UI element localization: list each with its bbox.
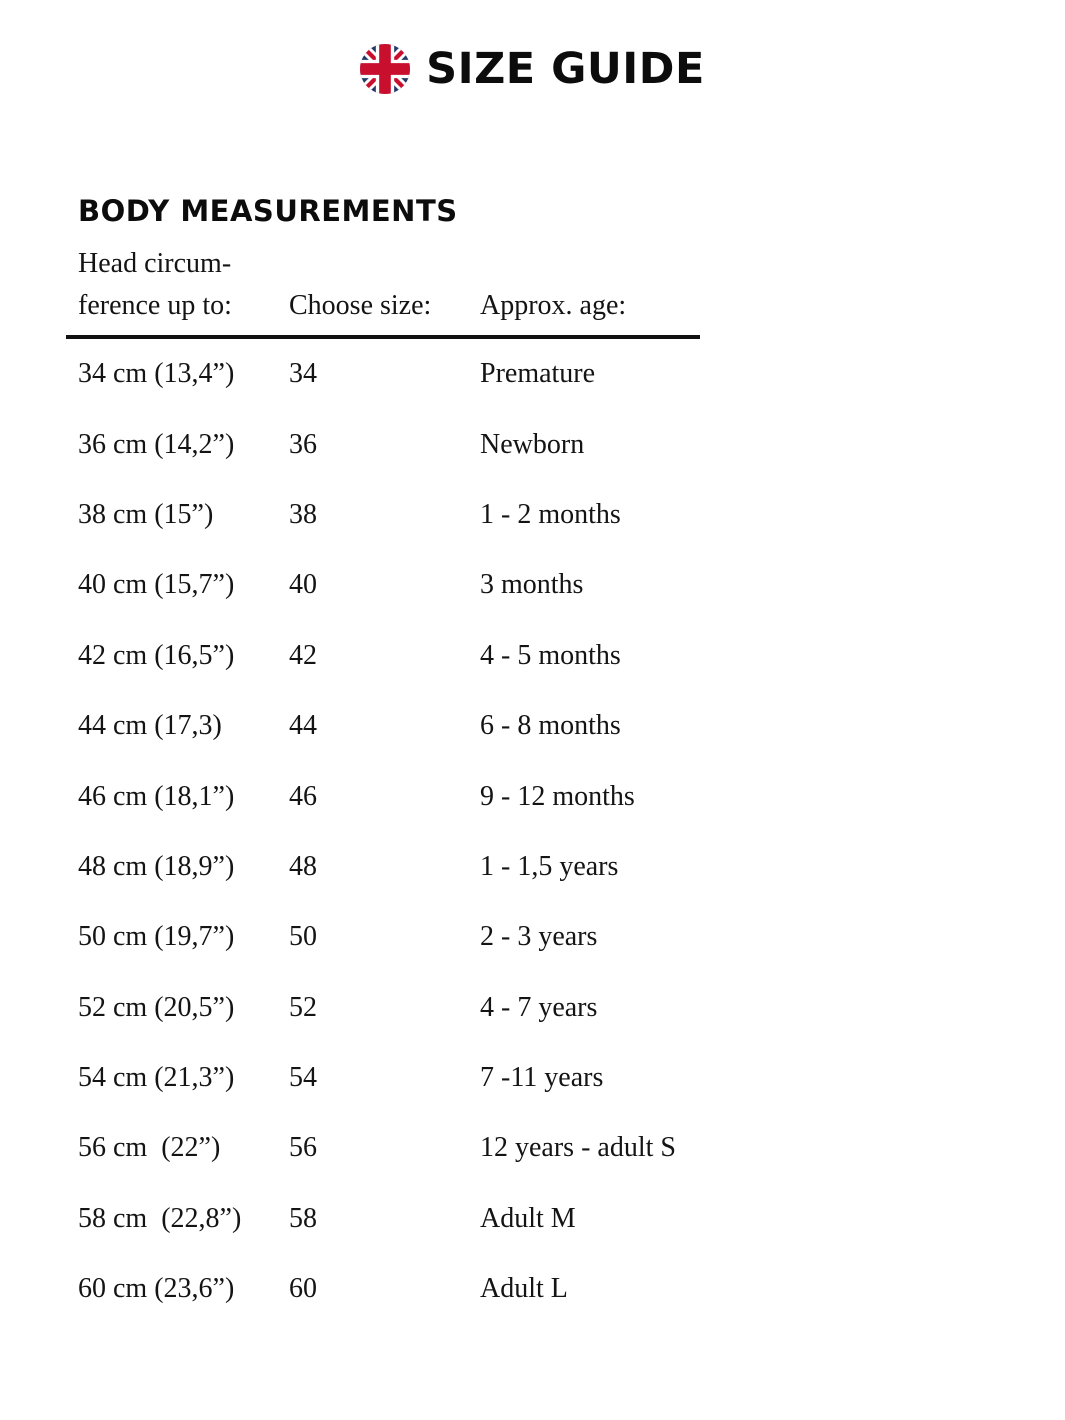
cell-circumference: 52 cm (20,5”) [78, 991, 235, 1023]
cell-size: 60 [289, 1273, 317, 1305]
cell-age: 9 - 12 months [480, 780, 635, 812]
cell-size: 52 [289, 991, 317, 1023]
size-table [78, 243, 690, 1324]
cell-size: 44 [289, 710, 317, 742]
cell-age: 3 months [480, 569, 584, 601]
cell-circumference: 50 cm (19,7”) [78, 921, 235, 953]
table-row [78, 1113, 690, 1183]
table-body [78, 339, 690, 1324]
column-header-circumference-line2: ference up to: [78, 290, 232, 321]
page-header [0, 0, 1065, 94]
cell-size: 40 [289, 569, 317, 601]
table-row [78, 1184, 690, 1254]
cell-circumference: 38 cm (15”) [78, 498, 214, 530]
cell-size: 58 [289, 1202, 317, 1234]
cell-circumference: 34 cm (13,4”) [78, 358, 235, 390]
column-header-size: Choose size: [289, 290, 432, 321]
cell-age: 4 - 5 months [480, 639, 621, 671]
cell-size: 38 [289, 498, 317, 530]
cell-circumference: 58 cm (22,8”) [78, 1202, 242, 1234]
cell-circumference: 36 cm (14,2”) [78, 428, 235, 460]
cell-circumference: 54 cm (21,3”) [78, 1062, 235, 1094]
cell-age: 4 - 7 years [480, 991, 598, 1023]
page-title: SIZE GUIDE [426, 43, 705, 94]
cell-circumference: 44 cm (17,3) [78, 710, 222, 742]
table-row [78, 1254, 690, 1324]
body-measurements-section [78, 194, 1065, 1324]
table-row [78, 973, 690, 1043]
cell-size: 42 [289, 639, 317, 671]
cell-age: 12 years - adult S [480, 1132, 676, 1164]
cell-size: 36 [289, 428, 317, 460]
cell-size: 50 [289, 921, 317, 953]
cell-age: 1 - 1,5 years [480, 850, 619, 882]
cell-age: 2 - 3 years [480, 921, 598, 953]
cell-size: 34 [289, 358, 317, 390]
table-row [78, 409, 690, 479]
table-row [78, 1043, 690, 1113]
table-row [78, 761, 690, 831]
cell-circumference: 46 cm (18,1”) [78, 780, 235, 812]
cell-age: Premature [480, 358, 596, 390]
table-row [78, 621, 690, 691]
cell-size: 48 [289, 850, 317, 882]
column-header-age: Approx. age: [480, 290, 627, 321]
column-header-circumference [78, 243, 289, 327]
table-header-row [78, 243, 690, 327]
cell-circumference: 48 cm (18,9”) [78, 850, 235, 882]
cell-circumference: 56 cm (22”) [78, 1132, 221, 1164]
table-row [78, 832, 690, 902]
cell-age: 6 - 8 months [480, 710, 621, 742]
table-row [78, 550, 690, 620]
section-title: BODY MEASUREMENTS [78, 194, 458, 228]
cell-size: 46 [289, 780, 317, 812]
cell-age: Adult M [480, 1202, 576, 1234]
table-row [78, 339, 690, 409]
table-row [78, 480, 690, 550]
cell-age: 1 - 2 months [480, 498, 621, 530]
cell-size: 56 [289, 1132, 317, 1164]
uk-flag-icon [360, 44, 410, 94]
cell-size: 54 [289, 1062, 317, 1094]
cell-age: 7 -11 years [480, 1062, 604, 1094]
column-header-circumference-line1: Head circum- [78, 248, 232, 279]
cell-age: Newborn [480, 428, 585, 460]
cell-circumference: 60 cm (23,6”) [78, 1273, 235, 1305]
cell-circumference: 42 cm (16,5”) [78, 639, 235, 671]
cell-circumference: 40 cm (15,7”) [78, 569, 235, 601]
cell-age: Adult L [480, 1273, 568, 1305]
table-row [78, 902, 690, 972]
table-row [78, 691, 690, 761]
